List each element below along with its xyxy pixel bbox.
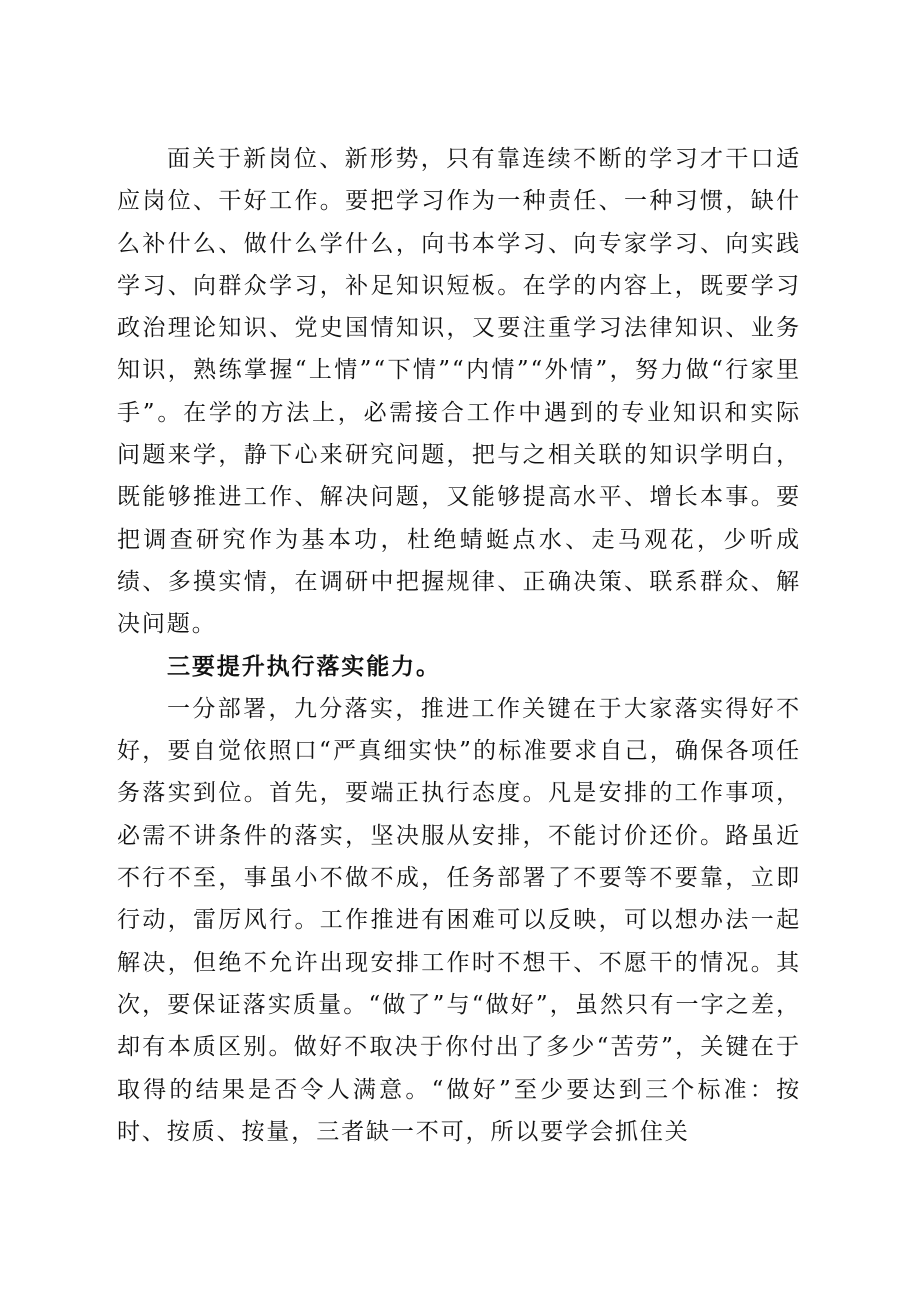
paragraph-learning: 面关于新岗位、新形势，只有靠连续不断的学习才干口适应岗位、干好工作。要把学习作为一种责任、一种习惯，缺什么补什么、做什么学什么，向书本学习、向专家学习、向实践学习、向群众学习，补足知识短板。在学的内容上，既要学习政治理论知识、党史国情知识，又要注重学习法律知识、业务知识，熟练掌握“上情”“下情”“内情”“外情”，努力做“行家里手”。在学的方法上，必需接合工作中遇到的专业知识和实际问题来学，静下心来研究问题，把与之相关联的知识学明白，既能够推进工作、解决问题，又能够提高水平、增长本事。要把调查研究作为基本功，杜绝蜻蜓点水、走马观花，少听成绩、多摸实情，在调研中把握规律、正确决策、联系群众、解决问题。 bbox=[117, 146, 801, 638]
paragraph-execution: 一分部署，九分落实，推进工作关键在于大家落实得好不好，要自觉依照口“严真细实快”的标准要求自己，确保各项任务落实到位。首先，要端正执行态度。凡是安排的工作事项，必需不讲条件的落实，坚决服从安排，不能讨价还价。路虽近不行不至，事虽小不做不成，任务部署了不要等不要靠，立即行动，雷厉风行。工作推进有困难可以反映，可以想办法一起解决，但绝不允许出现安排工作时不想干、不愿干的情况。其次，要保证落实质量。“做了”与“做好”，虽然只有一字之差，却有本质区别。做好不取决于你付出了多少“苦劳”，关键在于取得的结果是否令人满意。“做好”至少要达到三个标准：按时、按质、按量，三者缺一不可，所以要学会抓住关 bbox=[117, 695, 801, 1145]
section-heading: 三要提升执行落实能力。 bbox=[167, 652, 441, 680]
document-body bbox=[117, 138, 801, 1153]
